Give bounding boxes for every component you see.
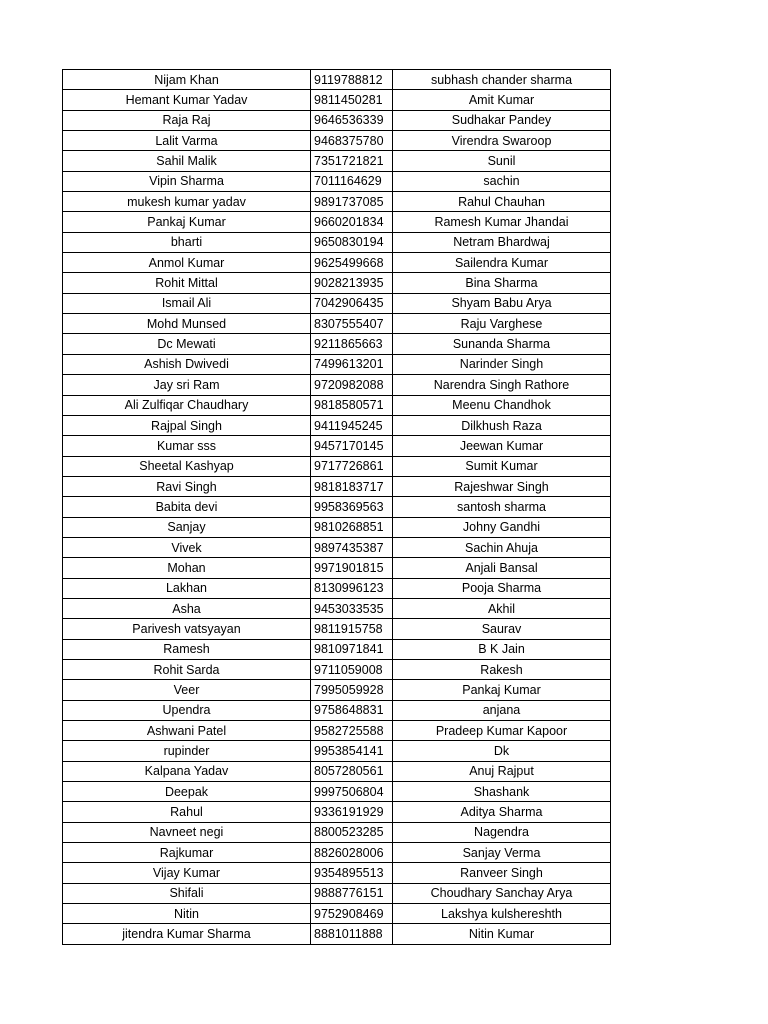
- reference-name-cell: Aditya Sharma: [393, 802, 611, 822]
- name-cell: Ramesh: [63, 639, 311, 659]
- table-row: [63, 70, 611, 90]
- table-row: [63, 334, 611, 354]
- name-cell: Ashish Dwivedi: [63, 354, 311, 374]
- table-row: [63, 293, 611, 313]
- name-cell: Vijay Kumar: [63, 863, 311, 883]
- name-cell: Anmol Kumar: [63, 253, 311, 273]
- table-row: [63, 639, 611, 659]
- phone-cell: 7995059928: [311, 680, 393, 700]
- name-cell: Rohit Sarda: [63, 659, 311, 679]
- table-row: [63, 497, 611, 517]
- phone-cell: 9891737085: [311, 192, 393, 212]
- table-row: [63, 822, 611, 842]
- table-row: [63, 171, 611, 191]
- reference-name-cell: Jeewan Kumar: [393, 436, 611, 456]
- phone-cell: 8800523285: [311, 822, 393, 842]
- phone-cell: 9811915758: [311, 619, 393, 639]
- phone-cell: 9997506804: [311, 782, 393, 802]
- reference-name-cell: santosh sharma: [393, 497, 611, 517]
- table-row: [63, 883, 611, 903]
- name-cell: Rajpal Singh: [63, 415, 311, 435]
- phone-cell: 9650830194: [311, 232, 393, 252]
- phone-cell: 9810971841: [311, 639, 393, 659]
- phone-cell: 9660201834: [311, 212, 393, 232]
- table-row: [63, 782, 611, 802]
- reference-name-cell: Sailendra Kumar: [393, 253, 611, 273]
- table-row: [63, 659, 611, 679]
- name-cell: Sanjay: [63, 517, 311, 537]
- table-row: [63, 802, 611, 822]
- name-cell: Jay sri Ram: [63, 375, 311, 395]
- table-row: [63, 843, 611, 863]
- phone-cell: 9953854141: [311, 741, 393, 761]
- reference-name-cell: Rajeshwar Singh: [393, 476, 611, 496]
- phone-cell: 8881011888: [311, 924, 393, 944]
- table-row: [63, 863, 611, 883]
- name-cell: Mohd Munsed: [63, 314, 311, 334]
- reference-name-cell: Meenu Chandhok: [393, 395, 611, 415]
- name-cell: Babita devi: [63, 497, 311, 517]
- reference-name-cell: Sunanda Sharma: [393, 334, 611, 354]
- reference-name-cell: sachin: [393, 171, 611, 191]
- reference-name-cell: Ranveer Singh: [393, 863, 611, 883]
- reference-name-cell: Shashank: [393, 782, 611, 802]
- table-row: [63, 90, 611, 110]
- reference-name-cell: Ramesh Kumar Jhandai: [393, 212, 611, 232]
- reference-name-cell: Raju Varghese: [393, 314, 611, 334]
- phone-cell: 9717726861: [311, 456, 393, 476]
- reference-name-cell: Johny Gandhi: [393, 517, 611, 537]
- reference-name-cell: Rahul Chauhan: [393, 192, 611, 212]
- reference-name-cell: Pankaj Kumar: [393, 680, 611, 700]
- phone-cell: 9758648831: [311, 700, 393, 720]
- table-row: [63, 192, 611, 212]
- phone-cell: 8826028006: [311, 843, 393, 863]
- reference-name-cell: Netram Bhardwaj: [393, 232, 611, 252]
- reference-name-cell: Sudhakar Pandey: [393, 110, 611, 130]
- name-cell: Parivesh vatsyayan: [63, 619, 311, 639]
- table-row: [63, 436, 611, 456]
- table-row: [63, 924, 611, 944]
- table-row: [63, 558, 611, 578]
- table-row: [63, 598, 611, 618]
- name-cell: Rajkumar: [63, 843, 311, 863]
- table-row: [63, 354, 611, 374]
- name-cell: Hemant Kumar Yadav: [63, 90, 311, 110]
- name-cell: Upendra: [63, 700, 311, 720]
- name-cell: Nijam Khan: [63, 70, 311, 90]
- phone-cell: 9411945245: [311, 415, 393, 435]
- phone-cell: 9752908469: [311, 904, 393, 924]
- table-row: [63, 375, 611, 395]
- name-cell: Pankaj Kumar: [63, 212, 311, 232]
- table-row: [63, 517, 611, 537]
- name-cell: Ravi Singh: [63, 476, 311, 496]
- reference-name-cell: Narinder Singh: [393, 354, 611, 374]
- phone-cell: 9028213935: [311, 273, 393, 293]
- reference-name-cell: Nagendra: [393, 822, 611, 842]
- table-row: [63, 212, 611, 232]
- table-row: [63, 314, 611, 334]
- phone-cell: 9888776151: [311, 883, 393, 903]
- name-cell: Shifali: [63, 883, 311, 903]
- name-cell: Asha: [63, 598, 311, 618]
- name-cell: Ismail Ali: [63, 293, 311, 313]
- table-row: [63, 537, 611, 557]
- reference-name-cell: Narendra Singh Rathore: [393, 375, 611, 395]
- reference-name-cell: Saurav: [393, 619, 611, 639]
- reference-name-cell: Choudhary Sanchay Arya: [393, 883, 611, 903]
- reference-name-cell: Dilkhush Raza: [393, 415, 611, 435]
- table-row: [63, 761, 611, 781]
- name-cell: mukesh kumar yadav: [63, 192, 311, 212]
- name-cell: Ali Zulfiqar Chaudhary: [63, 395, 311, 415]
- phone-cell: 9453033535: [311, 598, 393, 618]
- phone-cell: 9971901815: [311, 558, 393, 578]
- name-cell: Navneet negi: [63, 822, 311, 842]
- phone-cell: 9958369563: [311, 497, 393, 517]
- table-row: [63, 131, 611, 151]
- reference-name-cell: Pooja Sharma: [393, 578, 611, 598]
- reference-name-cell: Anuj Rajput: [393, 761, 611, 781]
- name-cell: Vivek: [63, 537, 311, 557]
- phone-cell: 9810268851: [311, 517, 393, 537]
- name-cell: bharti: [63, 232, 311, 252]
- table-row: [63, 578, 611, 598]
- reference-name-cell: Sumit Kumar: [393, 456, 611, 476]
- reference-name-cell: Amit Kumar: [393, 90, 611, 110]
- reference-name-cell: Akhil: [393, 598, 611, 618]
- name-cell: Nitin: [63, 904, 311, 924]
- phone-cell: 9457170145: [311, 436, 393, 456]
- name-cell: Vipin Sharma: [63, 171, 311, 191]
- table-row: [63, 253, 611, 273]
- phone-cell: 8057280561: [311, 761, 393, 781]
- phone-cell: 7351721821: [311, 151, 393, 171]
- phone-cell: 9211865663: [311, 334, 393, 354]
- reference-name-cell: anjana: [393, 700, 611, 720]
- reference-name-cell: Nitin Kumar: [393, 924, 611, 944]
- contacts-table-body: [63, 70, 611, 945]
- table-row: [63, 476, 611, 496]
- table-row: [63, 110, 611, 130]
- name-cell: Lakhan: [63, 578, 311, 598]
- phone-cell: 7011164629: [311, 171, 393, 191]
- reference-name-cell: Bina Sharma: [393, 273, 611, 293]
- name-cell: Kalpana Yadav: [63, 761, 311, 781]
- name-cell: Raja Raj: [63, 110, 311, 130]
- reference-name-cell: B K Jain: [393, 639, 611, 659]
- phone-cell: 8130996123: [311, 578, 393, 598]
- phone-cell: 9336191929: [311, 802, 393, 822]
- table-row: [63, 395, 611, 415]
- phone-cell: 9811450281: [311, 90, 393, 110]
- name-cell: Lalit Varma: [63, 131, 311, 151]
- name-cell: Sahil Malik: [63, 151, 311, 171]
- phone-cell: 9818580571: [311, 395, 393, 415]
- name-cell: Ashwani Patel: [63, 721, 311, 741]
- name-cell: jitendra Kumar Sharma: [63, 924, 311, 944]
- name-cell: Mohan: [63, 558, 311, 578]
- table-row: [63, 151, 611, 171]
- reference-name-cell: Sanjay Verma: [393, 843, 611, 863]
- table-row: [63, 273, 611, 293]
- name-cell: Rohit Mittal: [63, 273, 311, 293]
- phone-cell: 9582725588: [311, 721, 393, 741]
- reference-name-cell: Sunil: [393, 151, 611, 171]
- reference-name-cell: Pradeep Kumar Kapoor: [393, 721, 611, 741]
- reference-name-cell: subhash chander sharma: [393, 70, 611, 90]
- name-cell: Rahul: [63, 802, 311, 822]
- name-cell: Deepak: [63, 782, 311, 802]
- reference-name-cell: Sachin Ahuja: [393, 537, 611, 557]
- reference-name-cell: Anjali Bansal: [393, 558, 611, 578]
- phone-cell: 8307555407: [311, 314, 393, 334]
- phone-cell: 9720982088: [311, 375, 393, 395]
- name-cell: rupinder: [63, 741, 311, 761]
- reference-name-cell: Rakesh: [393, 659, 611, 679]
- name-cell: Veer: [63, 680, 311, 700]
- table-row: [63, 680, 611, 700]
- reference-name-cell: Lakshya kulshereshth: [393, 904, 611, 924]
- reference-name-cell: Shyam Babu Arya: [393, 293, 611, 313]
- table-row: [63, 619, 611, 639]
- reference-name-cell: Virendra Swaroop: [393, 131, 611, 151]
- table-row: [63, 456, 611, 476]
- phone-cell: 9818183717: [311, 476, 393, 496]
- name-cell: Kumar sss: [63, 436, 311, 456]
- table-row: [63, 721, 611, 741]
- table-row: [63, 904, 611, 924]
- name-cell: Dc Mewati: [63, 334, 311, 354]
- reference-name-cell: Dk: [393, 741, 611, 761]
- table-row: [63, 232, 611, 252]
- table-row: [63, 700, 611, 720]
- phone-cell: 9468375780: [311, 131, 393, 151]
- phone-cell: 9646536339: [311, 110, 393, 130]
- phone-cell: 9354895513: [311, 863, 393, 883]
- name-cell: Sheetal Kashyap: [63, 456, 311, 476]
- phone-cell: 7042906435: [311, 293, 393, 313]
- phone-cell: 9119788812: [311, 70, 393, 90]
- phone-cell: 9711059008: [311, 659, 393, 679]
- phone-cell: 9897435387: [311, 537, 393, 557]
- contacts-table: [62, 69, 611, 945]
- table-row: [63, 415, 611, 435]
- phone-cell: 7499613201: [311, 354, 393, 374]
- phone-cell: 9625499668: [311, 253, 393, 273]
- table-row: [63, 741, 611, 761]
